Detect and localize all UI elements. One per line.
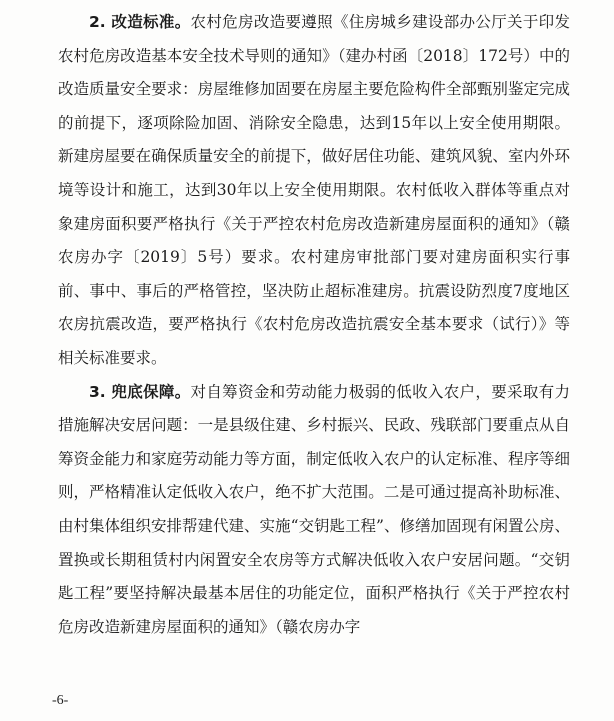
page-number: -6- [52, 693, 69, 708]
paragraph-text: 对自筹资金和劳动能力极弱的低收入农户，要采取有力措施解决安居问题：一是县级住建、乡村振兴、民政、残联部门要重点从自筹资金能力和家庭劳动能力等方面，制定低收入农户的认定标准、程序等细则，严格精准认定低收入农户，绝不扩大范围。二是可通过提高补助标准、由村集体组织安排帮建代建、实施“交钥匙工程”、修缮加固现有闲置公房、置换或长期租赁村内闲置安全农房等方式解决低收入农户安居问题。“交钥匙工程”要坚持解决最基本居住的功能定位，面积严格执行《关于严控农村危房改造新建房屋面积的通知》（赣农房办字 [58, 382, 570, 636]
paragraph-safety-net [58, 376, 570, 645]
document-body [58, 6, 570, 644]
paragraph-heading: 2. 改造标准。 [89, 13, 191, 31]
paragraph-text: 农村危房改造要遵照《住房城乡建设部办公厅关于印发农村危房改造基本安全技术导则的通知》（建办村函〔2018〕172号）中的改造质量安全要求：房屋维修加固要在房屋主要危险构件全部甄别鉴定完成的前提下，逐项除险加固、消除安全隐患，达到15年以上安全使用期限。新建房屋要在确保质量安全的前提下，做好居住功能、建筑风貌、室内外环境等设计和施工，达到30年以上安全使用期限。农村低收入群体等重点对象建房面积要严格执行《关于严控农村危房改造新建房屋面积的通知》（赣农房办字〔2019〕5号）要求。农村建房审批部门要对建房面积实行事前、事中、事后的严格管控，坚决防止超标准建房。抗震设防烈度7度地区农房抗震改造，要严格执行《农村危房改造抗震安全基本要求（试行）》等相关标准要求。 [58, 13, 570, 367]
paragraph-heading: 3. 兜底保障。 [89, 382, 191, 401]
paragraph-renovation-standards [58, 6, 570, 376]
